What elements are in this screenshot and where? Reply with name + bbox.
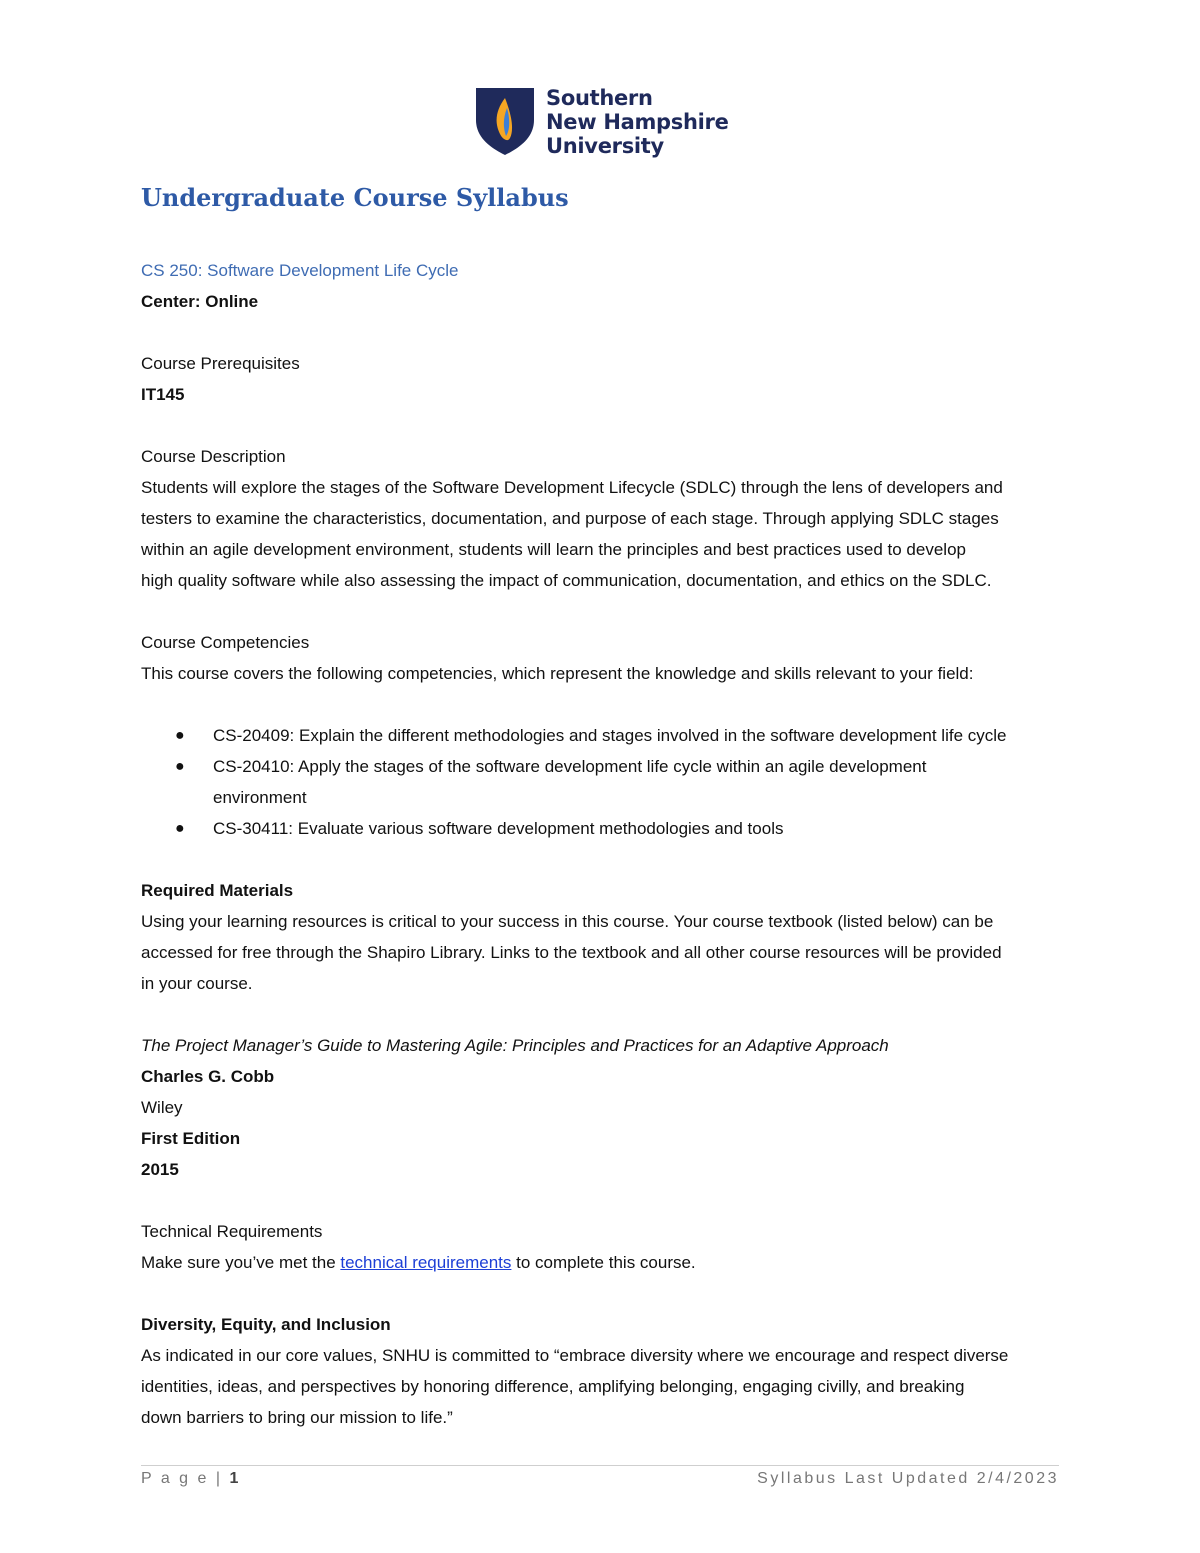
diversity-line: identities, ideas, and perspectives by honoring difference, amplifying belonging, engaging civilly, and breaking <box>141 1377 965 1396</box>
course-code-title: CS 250: Software Development Life Cycle <box>141 261 459 280</box>
competency-list <box>141 720 1071 844</box>
shield-flame-icon <box>474 86 536 156</box>
book-title: The Project Manager’s Guide to Mastering Agile: Principles and Practices for an Adaptive Approach <box>141 1036 889 1055</box>
technical-text <box>141 1247 1071 1278</box>
page-number: 1 <box>229 1470 241 1487</box>
diversity-heading: Diversity, Equity, and Inclusion <box>141 1315 391 1334</box>
snhu-logo <box>474 86 734 158</box>
logo-line-2: New Hampshire <box>546 110 729 134</box>
book-edition: First Edition <box>141 1129 241 1148</box>
course-center: Center: Online <box>141 292 259 311</box>
competency-item <box>141 751 1071 813</box>
diversity-line: down barriers to bring our mission to life.” <box>141 1408 453 1427</box>
last-updated: Syllabus Last Updated 2/4/2023 <box>757 1470 1059 1487</box>
bullet-icon: ● <box>175 820 185 837</box>
technical-text-before: Make sure you’ve met the <box>141 1253 341 1272</box>
description-line: Students will explore the stages of the Software Development Lifecycle (SDLC) through the lens of developers and <box>141 478 1003 497</box>
materials-heading: Required Materials <box>141 881 294 900</box>
technical-heading: Technical Requirements <box>141 1222 323 1241</box>
page-label: P a g e | <box>141 1470 223 1487</box>
competencies-heading: Course Competencies <box>141 633 310 652</box>
materials-line: Using your learning resources is critical to your success in this course. Your course textbook (listed below) can be <box>141 912 994 931</box>
book-year: 2015 <box>141 1160 179 1179</box>
page-footer <box>141 1465 1059 1488</box>
book-author: Charles G. Cobb <box>141 1067 275 1086</box>
technical-text-after: to complete this course. <box>511 1253 696 1272</box>
competency-line: CS-20409: Explain the different methodologies and stages involved in the software development life cycle <box>213 726 1007 745</box>
competency-item <box>141 813 1071 844</box>
description-line: within an agile development environment, students will learn the principles and best practices used to develop <box>141 540 966 559</box>
syllabus-body <box>141 255 1071 1433</box>
materials-line: accessed for free through the Shapiro Library. Links to the textbook and all other course resources will be provided <box>141 943 1002 962</box>
competencies-intro: This course covers the following competencies, which represent the knowledge and skills relevant to your field: <box>141 664 974 683</box>
logo-line-1: Southern <box>546 86 653 110</box>
competency-line: CS-30411: Evaluate various software development methodologies and tools <box>213 819 784 838</box>
competency-line: CS-20410: Apply the stages of the software development life cycle within an agile development <box>213 757 927 776</box>
book-publisher: Wiley <box>141 1098 183 1117</box>
logo-line-3: University <box>546 134 664 158</box>
description-line: testers to examine the characteristics, documentation, and purpose of each stage. Through applying SDLC stages <box>141 509 999 528</box>
bullet-icon: ● <box>175 758 185 775</box>
prerequisites-value: IT145 <box>141 385 185 404</box>
technical-requirements-link[interactable]: technical requirements <box>340 1253 512 1272</box>
materials-line: in your course. <box>141 974 253 993</box>
prerequisites-heading: Course Prerequisites <box>141 354 300 373</box>
diversity-line: As indicated in our core values, SNHU is committed to “embrace diversity where we encourage and respect diverse <box>141 1346 1009 1365</box>
page-indicator <box>141 1470 241 1488</box>
document-title: Undergraduate Course Syllabus <box>141 183 569 212</box>
competency-line: environment <box>213 788 307 807</box>
bullet-icon: ● <box>175 727 185 744</box>
competency-item <box>141 720 1071 751</box>
description-heading: Course Description <box>141 447 286 466</box>
description-line: high quality software while also assessing the impact of communication, documentation, and ethics on the SDLC. <box>141 571 992 590</box>
